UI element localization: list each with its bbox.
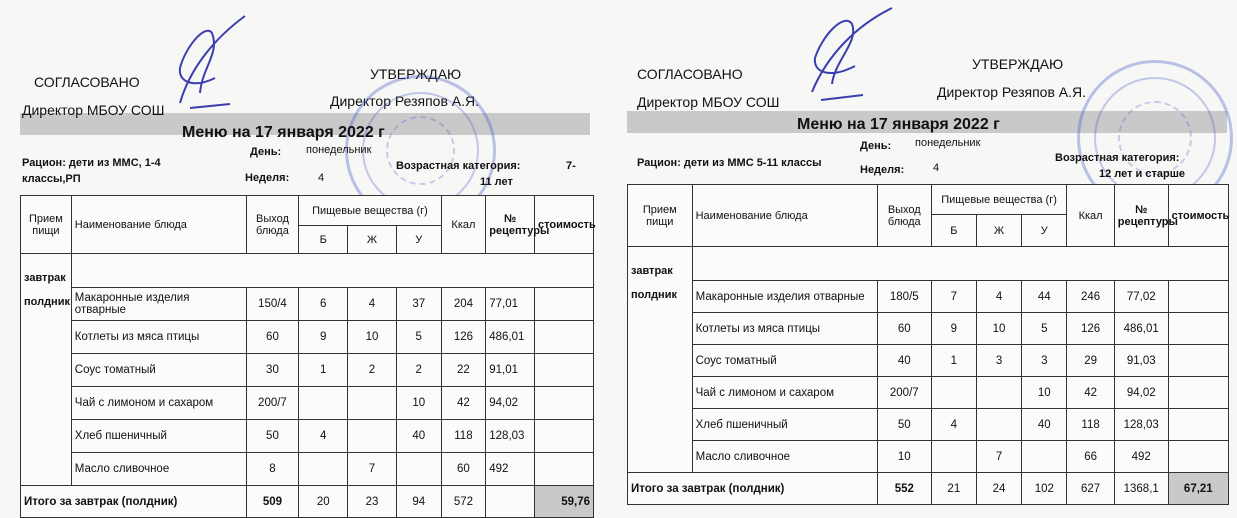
dish-fat: 10	[976, 313, 1021, 345]
total-cost: 67,21	[1168, 473, 1228, 505]
dish-yield: 50	[877, 409, 931, 441]
dish-name: Соус томатный	[692, 345, 877, 377]
dish-protein	[299, 387, 348, 420]
dish-cost	[535, 321, 594, 354]
director-label: Директор МБОУ СОШ	[22, 102, 165, 118]
dish-yield: 150/4	[246, 288, 299, 321]
dish-fat: 7	[348, 453, 397, 486]
total-kcal: 572	[441, 486, 486, 518]
age-value-line2: 11 лет	[480, 176, 513, 188]
table-row	[21, 288, 594, 321]
header-recipe: № рецептуры	[1114, 185, 1168, 247]
dish-name: Соус томатный	[71, 354, 246, 387]
total-carbs: 94	[396, 486, 441, 518]
ration-label: Рацион: дети из ММС 5-11 классы	[637, 157, 822, 169]
dish-yield: 60	[877, 313, 931, 345]
dish-name: Котлеты из мяса птицы	[71, 321, 246, 354]
dish-recipe: 486,01	[486, 321, 535, 354]
age-value: 7-	[566, 160, 576, 172]
dish-kcal: 118	[1067, 409, 1114, 441]
total-yield: 509	[246, 486, 299, 518]
header-nutrients: Пищевые вещества (г)	[299, 196, 441, 226]
dish-recipe: 94,02	[486, 387, 535, 420]
dish-recipe: 486,01	[1114, 313, 1168, 345]
dish-name: Макаронные изделия отварные	[71, 288, 246, 321]
menu-sheet-right	[617, 0, 1235, 514]
dish-recipe: 492	[486, 453, 535, 486]
dish-cost	[1168, 441, 1228, 473]
dish-fat	[348, 420, 397, 453]
dish-yield: 180/5	[877, 281, 931, 313]
dish-fat	[348, 387, 397, 420]
menu-title: Меню на 17 января 2022 г	[182, 124, 385, 141]
day-value: понедельник	[915, 137, 981, 149]
day-value: понедельник	[306, 144, 372, 156]
dish-fat: 4	[348, 288, 397, 321]
menu-table	[20, 195, 594, 518]
dish-name: Масло сливочное	[71, 453, 246, 486]
dish-carbs: 10	[396, 387, 441, 420]
dish-protein: 7	[931, 281, 976, 313]
dish-protein: 4	[931, 409, 976, 441]
table-row	[628, 313, 1229, 345]
spacer-row	[692, 247, 1228, 281]
meal-cell	[21, 254, 72, 486]
dish-fat: 2	[348, 354, 397, 387]
dish-name: Хлеб пшеничный	[71, 420, 246, 453]
dish-carbs: 37	[396, 288, 441, 321]
total-row	[21, 486, 594, 518]
dish-protein: 9	[931, 313, 976, 345]
table-row	[21, 420, 594, 453]
dish-protein: 1	[299, 354, 348, 387]
dish-name: Масло сливочное	[692, 441, 877, 473]
dish-yield: 50	[246, 420, 299, 453]
dish-carbs	[1022, 441, 1067, 473]
dish-name: Чай с лимоном и сахаром	[71, 387, 246, 420]
header-dish: Наименование блюда	[692, 185, 877, 247]
dish-kcal: 60	[441, 453, 486, 486]
dish-kcal: 66	[1067, 441, 1114, 473]
week-value: 4	[933, 162, 940, 174]
table-row	[21, 354, 594, 387]
dish-protein: 1	[931, 345, 976, 377]
dish-recipe: 77,02	[1114, 281, 1168, 313]
spacer-row	[71, 254, 593, 288]
dish-name: Чай с лимоном и сахаром	[692, 377, 877, 409]
dish-kcal: 126	[1067, 313, 1114, 345]
dish-carbs: 44	[1022, 281, 1067, 313]
dish-recipe: 91,01	[486, 354, 535, 387]
approve-label: УТВЕРЖДАЮ	[972, 56, 1064, 72]
dish-yield: 60	[246, 321, 299, 354]
dish-recipe: 77,01	[486, 288, 535, 321]
dish-name: Котлеты из мяса птицы	[692, 313, 877, 345]
total-protein: 21	[931, 473, 976, 505]
dish-fat: 4	[976, 281, 1021, 313]
ration-label-line2: классы,РП	[22, 173, 81, 185]
dish-cost	[535, 288, 594, 321]
dish-cost	[1168, 345, 1228, 377]
dish-protein	[931, 441, 976, 473]
menu-table	[627, 184, 1229, 505]
meal-breakfast: завтрак	[24, 272, 66, 284]
dish-carbs: 5	[396, 321, 441, 354]
table-row	[628, 409, 1229, 441]
dish-fat	[976, 409, 1021, 441]
agreed-label: СОГЛАСОВАНО	[34, 74, 140, 90]
header-recipe: № рецептуры	[486, 196, 535, 254]
age-value: 12 лет и старше	[1099, 168, 1185, 180]
dish-carbs: 2	[396, 354, 441, 387]
header-fat: Ж	[976, 215, 1021, 247]
week-label: Неделя:	[245, 172, 290, 184]
dish-yield: 10	[877, 441, 931, 473]
dish-yield: 40	[877, 345, 931, 377]
dish-cost	[535, 453, 594, 486]
table-row	[21, 453, 594, 486]
header-dish: Наименование блюда	[71, 196, 246, 254]
header-yield: Выход блюда	[246, 196, 299, 254]
dish-recipe: 128,03	[1114, 409, 1168, 441]
header-cost: стоимость	[1168, 185, 1228, 247]
total-cost: 59,76	[535, 486, 594, 518]
dish-fat	[976, 377, 1021, 409]
header-protein: Б	[931, 215, 976, 247]
header-meal: Прием пищи	[21, 196, 72, 254]
approve-director-label: Директор Резяпов А.Я.	[330, 93, 479, 109]
director-label: Директор МБОУ СОШ	[637, 94, 780, 110]
dish-carbs: 3	[1022, 345, 1067, 377]
header-kcal: Ккал	[1067, 185, 1114, 247]
dish-fat: 10	[348, 321, 397, 354]
table-row	[628, 441, 1229, 473]
total-yield: 552	[877, 473, 931, 505]
dish-cost	[535, 420, 594, 453]
table-row	[628, 377, 1229, 409]
total-fat: 23	[348, 486, 397, 518]
dish-cost	[1168, 409, 1228, 441]
dish-cost	[1168, 313, 1228, 345]
total-label: Итого за завтрак (полдник)	[628, 473, 878, 505]
total-fat: 24	[976, 473, 1021, 505]
dish-yield: 200/7	[246, 387, 299, 420]
table-row	[21, 387, 594, 420]
ration-label: Рацион: дети из ММС, 1-4	[22, 157, 161, 169]
dish-carbs: 40	[396, 420, 441, 453]
header-protein: Б	[299, 226, 348, 254]
dish-kcal: 118	[441, 420, 486, 453]
header-carbs: У	[1022, 215, 1067, 247]
header-yield: Выход блюда	[877, 185, 931, 247]
dish-kcal: 246	[1067, 281, 1114, 313]
dish-carbs: 10	[1022, 377, 1067, 409]
dish-yield: 8	[246, 453, 299, 486]
total-recipe	[486, 486, 535, 518]
dish-kcal: 42	[441, 387, 486, 420]
signature	[160, 8, 270, 118]
dish-recipe: 94,02	[1114, 377, 1168, 409]
meal-snack: полдник	[24, 296, 70, 308]
table-row	[21, 321, 594, 354]
dish-fat: 3	[976, 345, 1021, 377]
dish-carbs: 5	[1022, 313, 1067, 345]
dish-protein: 9	[299, 321, 348, 354]
menu-sheet-left	[0, 0, 605, 514]
dish-carbs: 40	[1022, 409, 1067, 441]
header-meal: Прием пищи	[628, 185, 693, 247]
total-recipe: 1368,1	[1114, 473, 1168, 505]
meal-snack: полдник	[631, 289, 677, 301]
agreed-label: СОГЛАСОВАНО	[637, 66, 743, 82]
approve-director-label: Директор Резяпов А.Я.	[937, 84, 1086, 100]
dish-protein	[299, 453, 348, 486]
day-label: День:	[860, 140, 892, 152]
age-label: Возрастная категория:	[1055, 152, 1180, 164]
dish-protein: 6	[299, 288, 348, 321]
week-value: 4	[318, 172, 325, 184]
dish-kcal: 42	[1067, 377, 1114, 409]
dish-recipe: 128,03	[486, 420, 535, 453]
dish-cost	[1168, 377, 1228, 409]
meal-cell	[628, 247, 693, 473]
signature	[797, 0, 907, 110]
dish-cost	[1168, 281, 1228, 313]
approve-label: УТВЕРЖДАЮ	[370, 66, 462, 82]
dish-recipe: 492	[1114, 441, 1168, 473]
total-kcal: 627	[1067, 473, 1114, 505]
age-label: Возрастная категория:	[396, 160, 521, 172]
total-row	[628, 473, 1229, 505]
header-fat: Ж	[348, 226, 397, 254]
dish-name: Макаронные изделия отварные	[692, 281, 877, 313]
dish-recipe: 91,03	[1114, 345, 1168, 377]
dish-kcal: 29	[1067, 345, 1114, 377]
dish-kcal: 126	[441, 321, 486, 354]
menu-title: Меню на 17 января 2022 г	[797, 116, 1000, 133]
header-kcal: Ккал	[441, 196, 486, 254]
total-protein: 20	[299, 486, 348, 518]
total-label: Итого за завтрак (полдник)	[21, 486, 247, 518]
header-carbs: У	[396, 226, 441, 254]
week-label: Неделя:	[860, 164, 905, 176]
dish-cost	[535, 387, 594, 420]
dish-yield: 30	[246, 354, 299, 387]
dish-kcal: 22	[441, 354, 486, 387]
dish-protein: 4	[299, 420, 348, 453]
table-row	[628, 345, 1229, 377]
meal-breakfast: завтрак	[631, 265, 673, 277]
dish-kcal: 204	[441, 288, 486, 321]
dish-yield: 200/7	[877, 377, 931, 409]
dish-fat: 7	[976, 441, 1021, 473]
dish-name: Хлеб пшеничный	[692, 409, 877, 441]
total-carbs: 102	[1022, 473, 1067, 505]
dish-carbs	[396, 453, 441, 486]
dish-protein	[931, 377, 976, 409]
day-label: День:	[250, 146, 282, 158]
header-nutrients: Пищевые вещества (г)	[931, 185, 1067, 215]
dish-cost	[535, 354, 594, 387]
table-row	[628, 281, 1229, 313]
header-cost: стоимость	[535, 196, 594, 254]
